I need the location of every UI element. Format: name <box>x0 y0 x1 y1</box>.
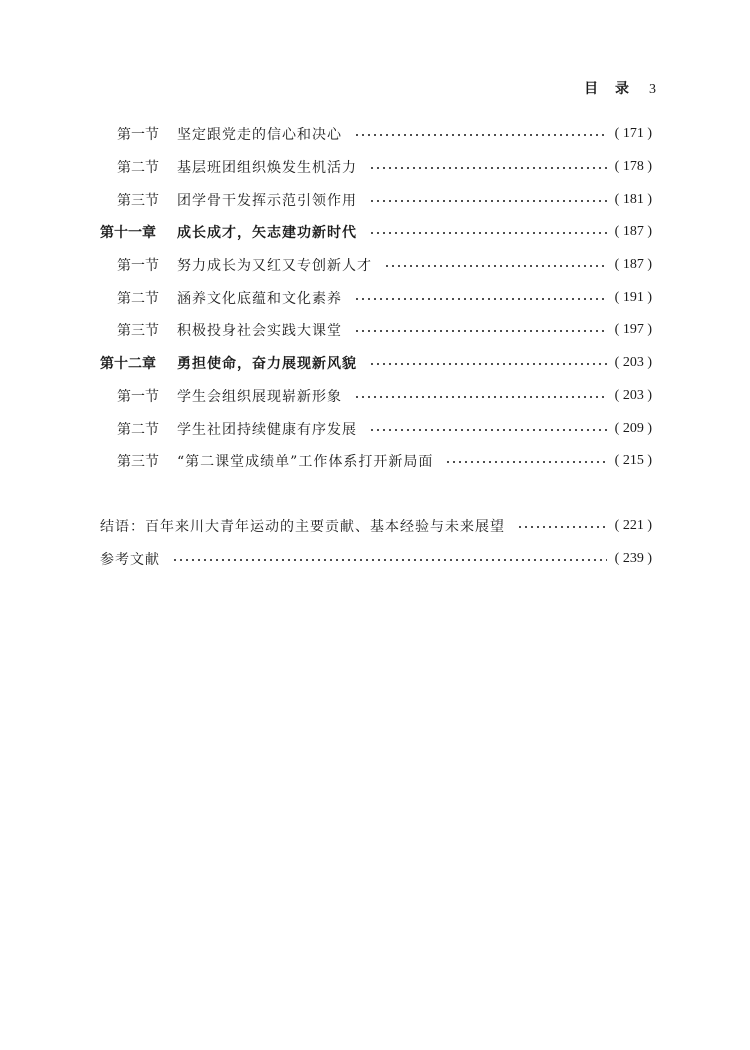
dot-leader <box>354 330 607 332</box>
dot-leader <box>354 298 607 300</box>
dot-leader <box>354 396 607 398</box>
dot-leader <box>384 265 607 267</box>
page-reference: ( 239 ) <box>614 550 652 566</box>
dot-leader <box>354 134 607 136</box>
chapter-title: 成长成才，矢志建功新时代 <box>177 225 357 242</box>
section-title: 学生会组织展现崭新形象 <box>177 388 342 405</box>
dot-leader <box>369 200 607 202</box>
section-title: 涵养文化底蕴和文化素养 <box>177 290 342 307</box>
toc-section-entry[interactable] <box>100 118 652 151</box>
chapter-number: 第十一章 <box>100 225 156 242</box>
page-reference: ( 178 ) <box>614 159 652 175</box>
dot-leader <box>517 526 607 528</box>
section-title: 学生社团持续健康有序发展 <box>177 421 357 438</box>
dot-leader <box>369 167 607 169</box>
toc-section-entry[interactable] <box>100 380 652 413</box>
table-of-contents <box>100 118 652 575</box>
toc-conclusion-entry[interactable] <box>100 510 652 543</box>
page-reference: ( 191 ) <box>614 289 652 305</box>
section-number: 第二节 <box>117 160 159 177</box>
section-number: 第二节 <box>117 421 159 438</box>
section-title: 努力成长为又红又专创新人才 <box>177 258 372 275</box>
toc-section-entry[interactable] <box>100 281 652 314</box>
toc-section-entry[interactable] <box>100 183 652 216</box>
page-reference: ( 203 ) <box>614 355 652 371</box>
toc-section-entry[interactable] <box>100 314 652 347</box>
section-number: 第三节 <box>117 454 159 471</box>
section-title: “第二课堂成绩单”工作体系打开新局面 <box>177 454 434 471</box>
toc-references-entry[interactable] <box>100 542 652 575</box>
toc-section-entry[interactable] <box>100 249 652 282</box>
running-head-title: 目 录 <box>584 81 635 97</box>
page-reference: ( 187 ) <box>614 224 652 240</box>
section-title: 积极投身社会实践大课堂 <box>177 323 342 340</box>
page-reference: ( 181 ) <box>614 191 652 207</box>
page-reference: ( 171 ) <box>614 126 652 142</box>
page-reference: ( 221 ) <box>614 517 652 533</box>
toc-section-entry[interactable] <box>100 412 652 445</box>
section-number: 第一节 <box>117 258 159 275</box>
dot-leader <box>369 363 607 365</box>
dot-leader <box>369 429 607 431</box>
chapter-title: 勇担使命，奋力展现新风貌 <box>177 356 357 373</box>
chapter-number: 第十二章 <box>100 356 156 373</box>
toc-section-entry[interactable] <box>100 151 652 184</box>
section-number: 第三节 <box>117 192 159 209</box>
dot-leader <box>445 461 606 463</box>
page-reference: ( 209 ) <box>614 420 652 436</box>
dot-leader <box>369 232 607 234</box>
toc-section-entry[interactable] <box>100 445 652 478</box>
page-reference: ( 203 ) <box>614 387 652 403</box>
page-reference: ( 187 ) <box>614 257 652 273</box>
running-head <box>584 78 656 98</box>
section-number: 第一节 <box>117 127 159 144</box>
references-title: 参考文献 <box>100 551 160 568</box>
toc-chapter-entry[interactable] <box>100 347 652 380</box>
section-title: 基层班团组织焕发生机活力 <box>177 160 357 177</box>
section-title: 坚定跟党走的信心和决心 <box>177 127 342 144</box>
spacer <box>100 478 652 510</box>
page-reference: ( 215 ) <box>614 453 652 469</box>
toc-chapter-entry[interactable] <box>100 216 652 249</box>
page-number: 3 <box>649 82 656 97</box>
section-number: 第二节 <box>117 290 159 307</box>
section-number: 第三节 <box>117 323 159 340</box>
section-number: 第一节 <box>117 388 159 405</box>
page-reference: ( 197 ) <box>614 322 652 338</box>
dot-leader <box>172 559 607 561</box>
conclusion-title: 结语：百年来川大青年运动的主要贡献、基本经验与未来展望 <box>100 518 505 535</box>
section-title: 团学骨干发挥示范引领作用 <box>177 192 357 209</box>
